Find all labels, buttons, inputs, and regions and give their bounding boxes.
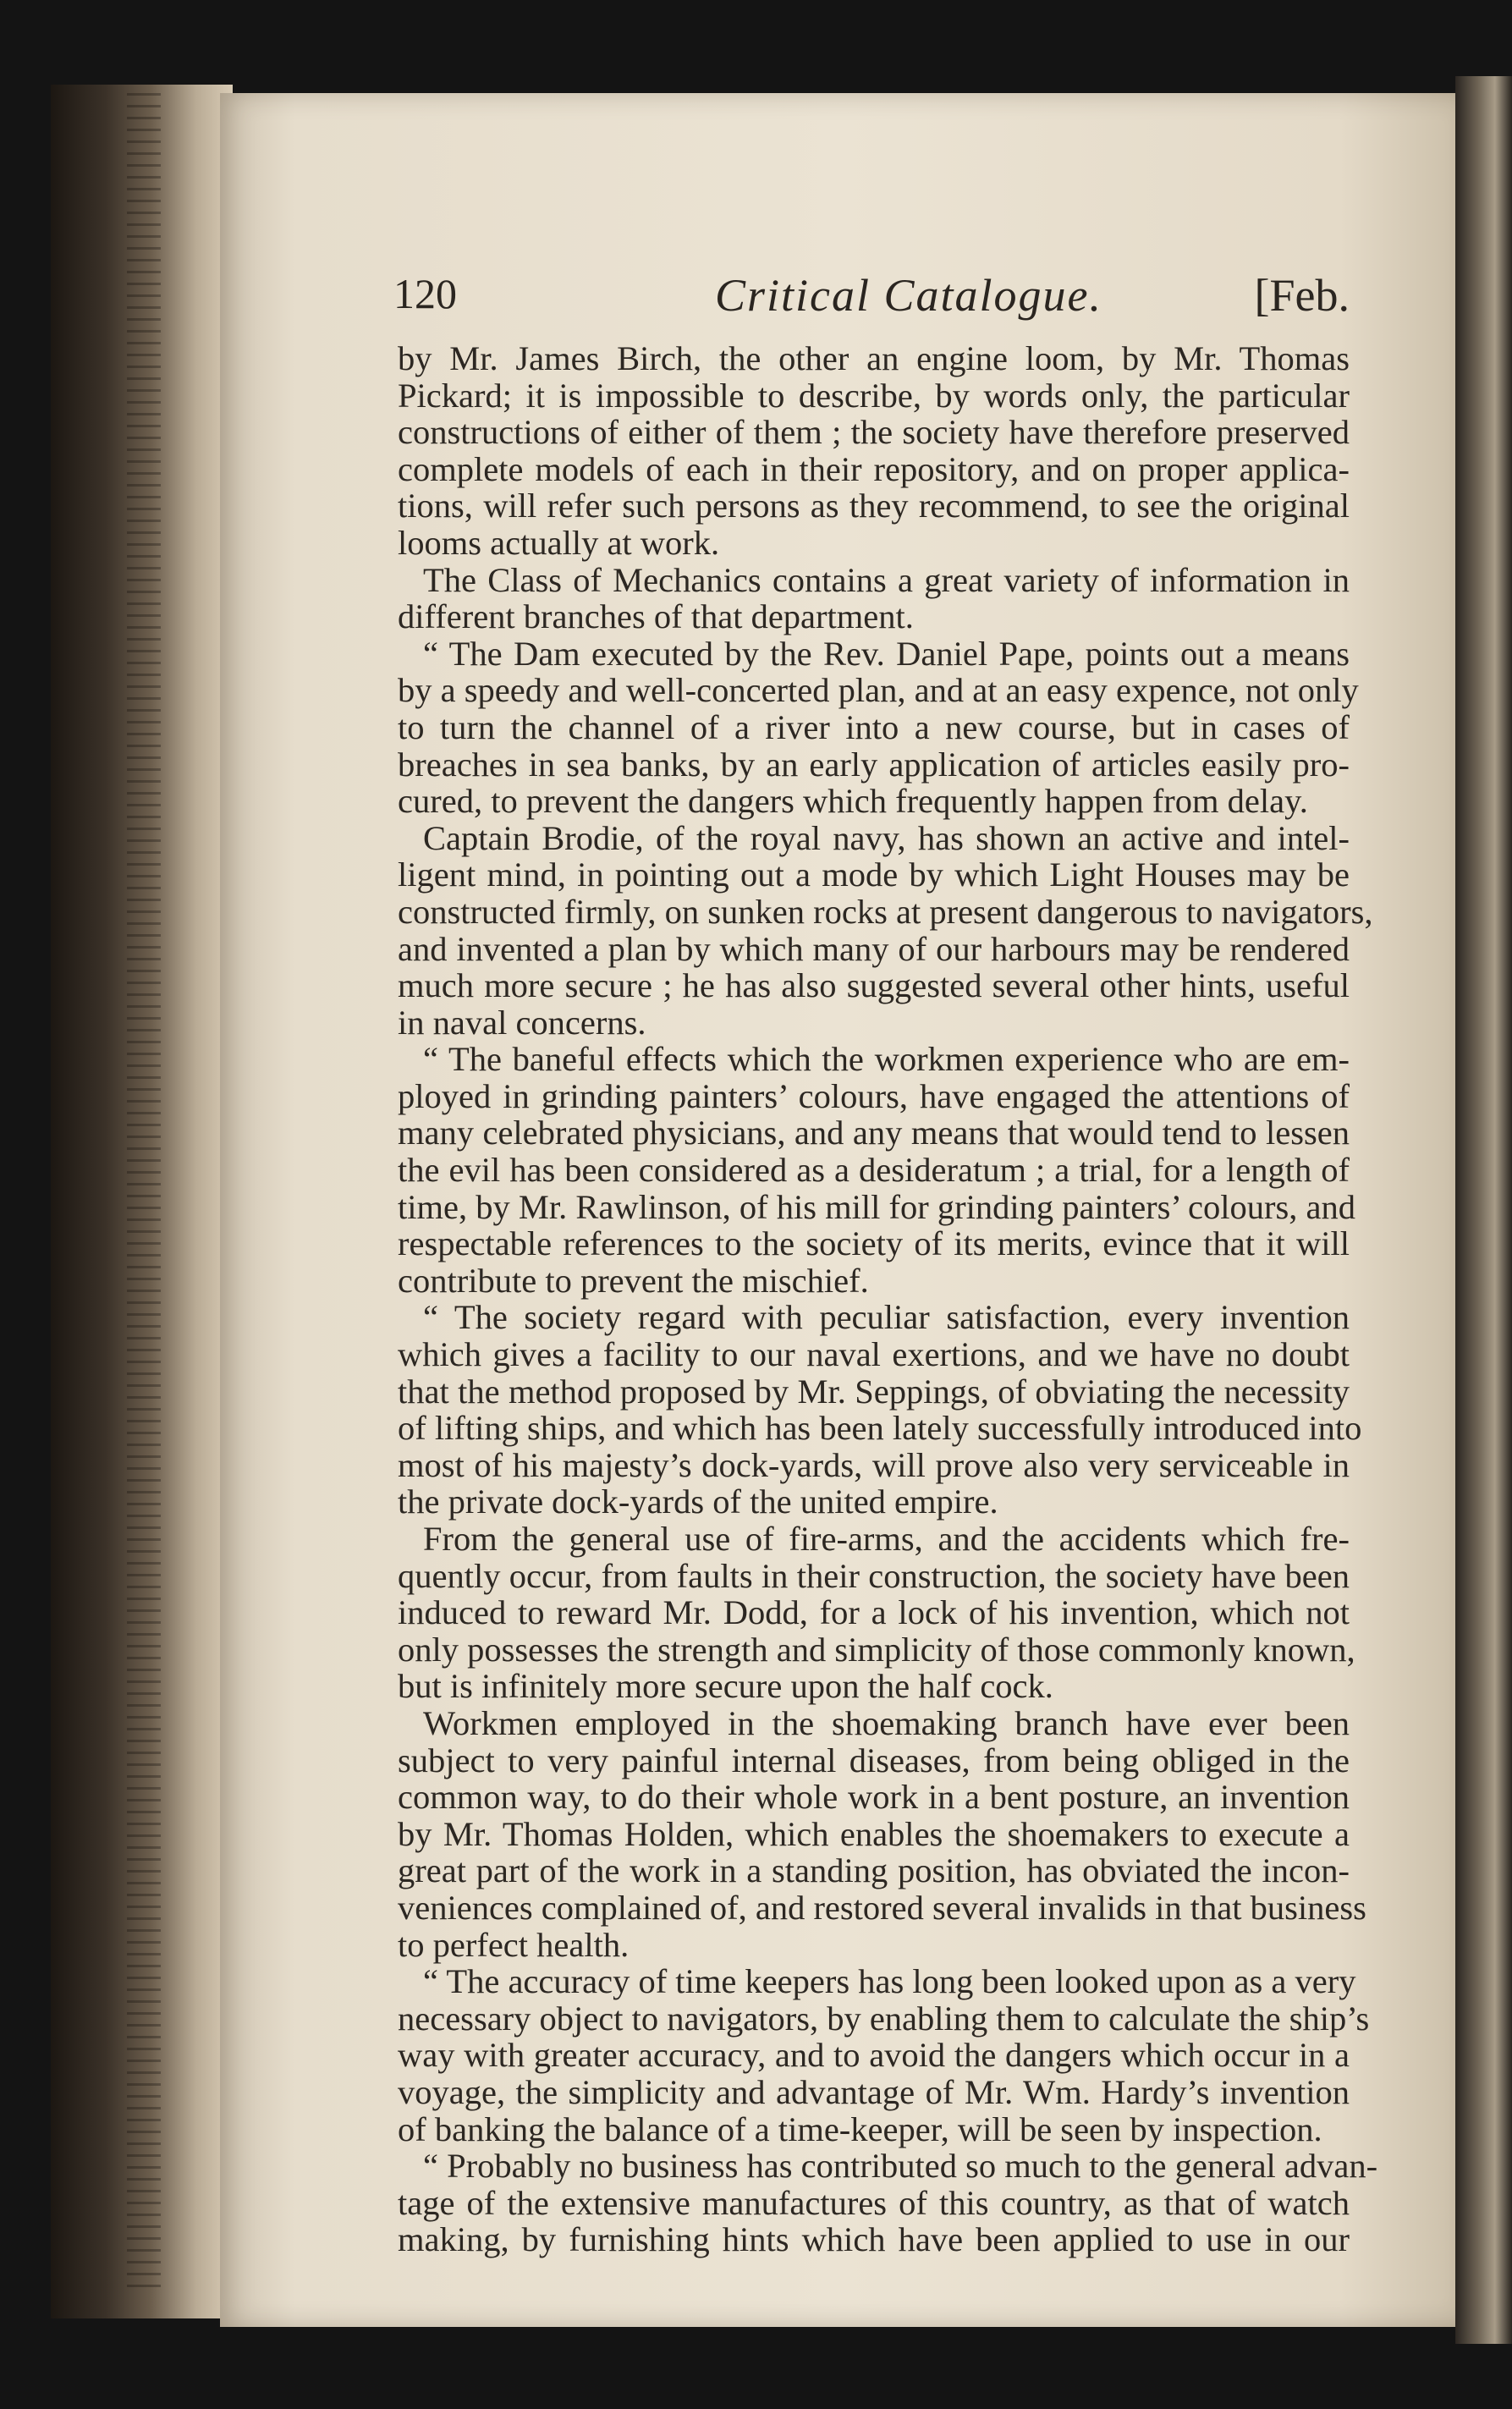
text-line: by Mr. Thomas Holden, which enables the shoemakers to execute a [398,1814,1350,1853]
text-line: Workmen employed in the shoemaking branch have ever been [423,1703,1350,1742]
text-line: tions, will refer such persons as they recommend, to see the original [398,487,1350,525]
text-line: “ The Dam executed by the Rev. Daniel Pape, points out a means [423,634,1350,673]
text-line: breaches in sea banks, by an early application of articles easily pro- [398,745,1350,784]
text-line: “ The accuracy of time keepers has long been looked upon as a very [423,1962,1356,2001]
page-header [393,269,1366,337]
text-line: of lifting ships, and which has been lately successfully introduced into [398,1409,1362,1448]
text-line: to turn the channel of a river into a new course, but in cases of [398,707,1350,746]
text-line: most of his majesty’s dock-yards, will prove also very serviceable in [398,1445,1350,1484]
text-line: and invented a plan by which many of our harbours may be rendered [398,929,1350,968]
text-line: much more secure ; he has also suggested several other hints, useful [398,966,1350,1005]
text-line: necessary object to navigators, by enabling them to calculate the ship’s [398,1999,1370,2038]
text-line: of banking the balance of a time-keeper, will be seen by inspection. [398,2109,1322,2148]
text-line: constructed firmly, on sunken rocks at present dangerous to navigators, [398,892,1373,931]
text-line: ligent mind, in pointing out a mode by which Light Houses may be [398,855,1350,894]
text-line: to perfect health. [398,1925,630,1964]
text-line: way with greater accuracy, and to avoid the dangers which occur in a [398,2036,1350,2075]
text-line: The Class of Mechanics contains a great variety of information in [423,560,1350,599]
text-line: quently occur, from faults in their construction, the society have been [398,1556,1350,1595]
text-line: the private dock-yards of the united empire. [398,1482,998,1521]
text-line: great part of the work in a standing position, has obviated the incon- [398,1851,1350,1890]
text-line: ployed in grinding painters’ colours, have engaged the attentions of [398,1076,1350,1115]
text-line: veniences complained of, and restored several invalids in that business [398,1888,1366,1927]
text-line: by a speedy and well-concerted plan, and at an easy expence, not only [398,671,1359,710]
text-line: From the general use of fire-arms, and the accidents which fre- [423,1520,1350,1558]
text-line: respectable references to the society of its merits, evince that it will [398,1224,1350,1263]
text-line: subject to very painful internal diseases, from being obliged in the [398,1741,1350,1779]
text-line: tage of the extensive manufactures of this country, as that of watch [398,2183,1350,2222]
facing-page-edge [1455,76,1512,2344]
text-line: only possesses the strength and simplicity of those commonly known, [398,1630,1355,1669]
text-line: “ The society regard with peculiar satisfaction, every invention [423,1298,1350,1337]
page-number: 120 [393,270,457,317]
text-line: Captain Brodie, of the royal navy, has shown an active and intel- [423,818,1350,857]
text-line: “ The baneful effects which the workmen experience who are em- [423,1040,1350,1079]
text-line: constructions of either of them ; the society have therefore preserved [398,413,1350,452]
text-line: which gives a facility to our naval exertions, and we have no doubt [398,1335,1350,1374]
spine-texture [127,93,161,2293]
text-line: different branches of that department. [398,597,914,636]
text-line: common way, to do their whole work in a bent posture, an invention [398,1778,1350,1817]
body-text [398,339,1378,2259]
text-line: making, by furnishing hints which have been applied to use in our [398,2220,1350,2259]
text-line: but is infinitely more secure upon the half cock. [398,1667,1053,1706]
text-line: the evil has been considered as a desideratum ; a trial, for a length of [398,1151,1350,1190]
running-title: Critical Catalogue. [715,270,1103,321]
text-line: “ Probably no business has contributed so much to the general advan- [423,2147,1378,2186]
text-line: by Mr. James Birch, the other an engine loom, by Mr. Thomas [398,339,1350,377]
text-line: looms actually at work. [398,523,720,562]
text-line: in naval concerns. [398,1003,646,1042]
text-line: contribute to prevent the mischief. [398,1261,869,1300]
text-line: induced to reward Mr. Dodd, for a lock of his invention, which not [398,1593,1350,1632]
text-line: that the method proposed by Mr. Seppings, of obviating the necessity [398,1372,1350,1411]
text-line: complete models of each in their repository, and on proper applica- [398,449,1350,488]
text-line: voyage, the simplicity and advantage of Mr. Wm. Hardy’s invention [398,2072,1350,2111]
text-line: time, by Mr. Rawlinson, of his mill for grinding painters’ colours, and [398,1187,1355,1226]
text-line: many celebrated physicians, and any means that would tend to lessen [398,1114,1350,1152]
text-line: cured, to prevent the dangers which frequently happen from delay. [398,782,1308,821]
section-mark: [Feb. [1254,270,1350,321]
text-line: Pickard; it is impossible to describe, by words only, the particular [398,376,1350,415]
